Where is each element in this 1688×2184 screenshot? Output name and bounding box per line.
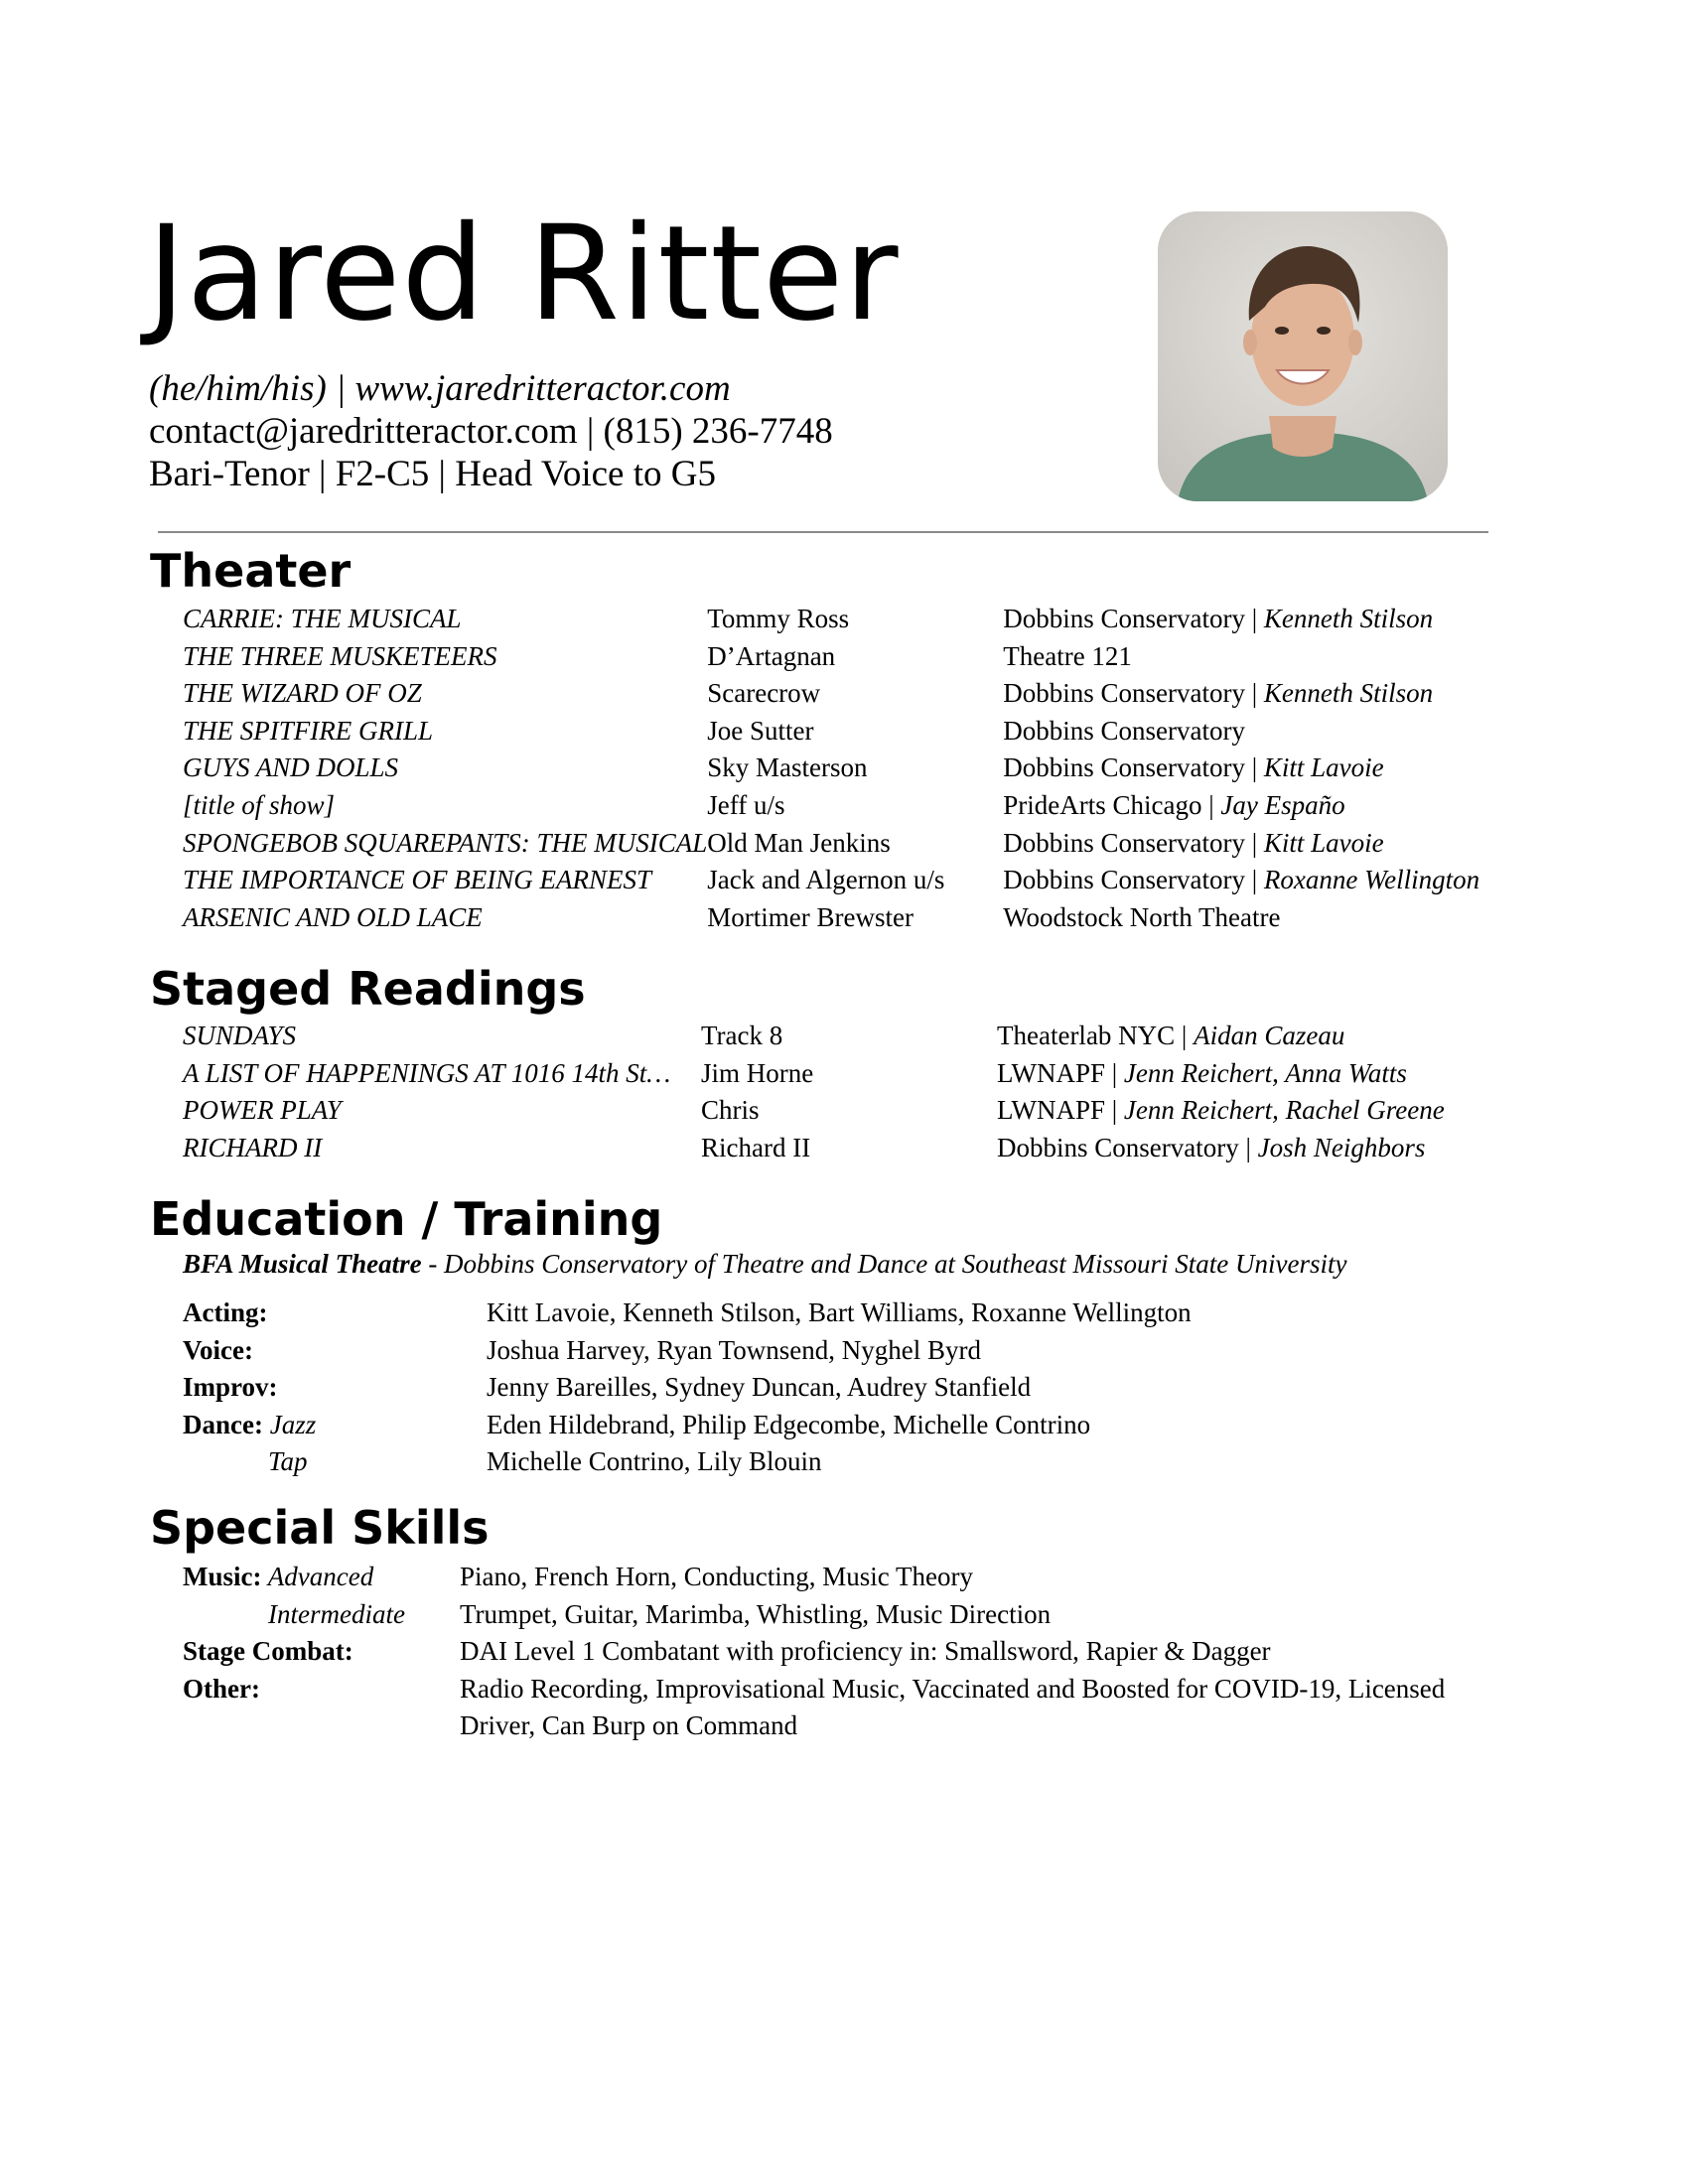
detail-row: [183, 1369, 1192, 1407]
venue-name: LWNAPF |: [997, 1095, 1124, 1126]
venue-cell: [997, 1130, 1445, 1167]
venue-cell: [1003, 825, 1479, 863]
venue-name: Dobbins Conservatory |: [1003, 604, 1264, 633]
actor-name: Jared Ritter: [147, 198, 900, 350]
phone-number: (815) 236-7748: [603, 411, 833, 452]
row-detail: Eden Hildebrand, Philip Edgecombe, Michelle Contrino: [487, 1409, 1091, 1439]
contact-block: [149, 367, 833, 495]
venue-cell: [1003, 899, 1479, 937]
credit-row: [183, 787, 1479, 825]
label-cell: [183, 1443, 487, 1481]
role-name: Scarecrow: [707, 678, 821, 709]
show-title: CARRIE: THE MUSICAL: [183, 604, 462, 633]
label-cell: [183, 1332, 487, 1370]
row-sublabel: Tap: [268, 1446, 308, 1477]
director-name: Jay Españo: [1220, 789, 1345, 820]
credit-row: [183, 1130, 1445, 1167]
pronouns: (he/him/his): [149, 368, 327, 409]
label-cell: [183, 1407, 487, 1444]
credit-row: [183, 713, 1479, 751]
venue-cell: [1003, 862, 1479, 899]
show-title: POWER PLAY: [183, 1095, 342, 1126]
venue-cell: [1003, 638, 1479, 676]
detail-row: [183, 1596, 1445, 1634]
row-detail: Radio Recording, Improvisational Music, Vaccinated and Boosted for COVID-19, Licensed: [460, 1673, 1446, 1704]
email-phone-line: [149, 410, 833, 453]
credit-row: [183, 862, 1479, 899]
director-name: Kenneth Stilson: [1263, 678, 1434, 709]
row-sublabel: Advanced: [261, 1562, 374, 1591]
venue-name: Woodstock North Theatre: [1003, 901, 1281, 932]
credit-row: [183, 899, 1479, 937]
website-link[interactable]: www.jaredritteractor.com: [354, 368, 731, 409]
director-name: Kitt Lavoie: [1263, 752, 1384, 783]
separator: |: [429, 454, 456, 494]
row-detail: Driver, Can Burp on Command: [460, 1710, 798, 1741]
separator: |: [309, 454, 336, 494]
role-name: Jim Horne: [701, 1057, 814, 1088]
staged-readings-table: [183, 1018, 1445, 1166]
separator: |: [326, 368, 355, 409]
venue-name: Dobbins Conservatory: [1003, 715, 1245, 746]
label-cell: [183, 1707, 460, 1745]
row-label: Other:: [183, 1673, 260, 1704]
role-name: Jack and Algernon u/s: [707, 865, 945, 895]
row-sublabel: Jazz: [262, 1409, 317, 1439]
venue-cell: [997, 1055, 1445, 1093]
headshot-image: [1158, 211, 1448, 501]
director-name: Josh Neighbors: [1257, 1132, 1426, 1162]
detail-row: [183, 1633, 1445, 1671]
separator: |: [577, 411, 604, 452]
training-table: [183, 1295, 1192, 1481]
director-name: Roxanne Wellington: [1263, 865, 1480, 895]
label-cell: [183, 1559, 460, 1596]
detail-row: [183, 1407, 1192, 1444]
row-detail: Michelle Contrino, Lily Blouin: [487, 1446, 822, 1477]
email-link[interactable]: contact@jaredritteractor.com: [149, 411, 578, 452]
director-name: Jenn Reichert, Anna Watts: [1123, 1057, 1407, 1088]
director-name: Jenn Reichert, Rachel Greene: [1123, 1095, 1445, 1126]
show-title: A LIST OF HAPPENINGS AT 1016 14th St…: [183, 1057, 671, 1088]
venue-name: LWNAPF |: [997, 1057, 1124, 1088]
label-cell: [183, 1596, 460, 1634]
venue-cell: [1003, 601, 1479, 638]
row-label: Music:: [183, 1562, 262, 1591]
venue-name: Dobbins Conservatory |: [1003, 678, 1264, 709]
row-label: Stage Combat:: [183, 1636, 353, 1667]
role-name: Mortimer Brewster: [707, 901, 914, 932]
education-heading: Education / Training: [150, 1192, 663, 1246]
header-divider: [158, 531, 1488, 533]
headshot-photo: [1158, 211, 1448, 501]
venue-name: Dobbins Conservatory |: [1003, 752, 1264, 783]
detail-row: [183, 1332, 1192, 1370]
row-label: Improv:: [183, 1372, 278, 1403]
label-cell: [183, 1369, 487, 1407]
credit-row: [183, 1055, 1445, 1093]
show-title: GUYS AND DOLLS: [183, 752, 399, 783]
venue-name: Dobbins Conservatory |: [997, 1132, 1258, 1162]
director-name: Aidan Cazeau: [1194, 1021, 1345, 1050]
role-name: Tommy Ross: [707, 604, 850, 633]
role-name: Jeff u/s: [707, 789, 785, 820]
row-label: Acting:: [183, 1297, 268, 1327]
venue-name: Dobbins Conservatory |: [1003, 865, 1264, 895]
role-name: Old Man Jenkins: [707, 827, 891, 858]
voice-line: [149, 453, 833, 495]
venue-cell: [997, 1018, 1445, 1055]
staged-readings-heading: Staged Readings: [150, 962, 586, 1016]
venue-cell: [1003, 750, 1479, 787]
director-name: Kitt Lavoie: [1263, 827, 1384, 858]
role-name: Track 8: [701, 1021, 783, 1050]
show-title: [title of show]: [183, 789, 336, 820]
label-cell: [183, 1633, 460, 1671]
venue-name: Dobbins Conservatory |: [1003, 827, 1264, 858]
show-title: THE THREE MUSKETEERS: [183, 640, 497, 671]
show-title: RICHARD II: [183, 1132, 323, 1162]
row-detail: Joshua Harvey, Ryan Townsend, Nyghel Byrd: [487, 1334, 981, 1365]
pronouns-line: [149, 367, 833, 410]
venue-name: PrideArts Chicago |: [1003, 789, 1221, 820]
credit-row: [183, 1018, 1445, 1055]
row-detail: Piano, French Horn, Conducting, Music Theory: [460, 1562, 973, 1591]
role-name: Chris: [701, 1095, 760, 1126]
degree-line: [183, 1249, 1346, 1280]
venue-cell: [1003, 675, 1479, 713]
director-name: Kenneth Stilson: [1263, 604, 1434, 633]
credit-row: [183, 825, 1479, 863]
head-voice: Head Voice to G5: [455, 454, 716, 494]
role-name: Richard II: [701, 1132, 811, 1162]
row-detail: Jenny Bareilles, Sydney Duncan, Audrey Stanfield: [487, 1372, 1032, 1403]
special-skills-heading: Special Skills: [150, 1501, 490, 1555]
theater-heading: Theater: [150, 544, 352, 598]
vocal-range: F2-C5: [335, 454, 430, 494]
show-title: THE WIZARD OF OZ: [183, 678, 422, 709]
credit-row: [183, 1092, 1445, 1130]
degree-school: - Dobbins Conservatory of Theatre and Dance at Southeast Missouri State University: [421, 1249, 1347, 1279]
credit-row: [183, 750, 1479, 787]
show-title: THE IMPORTANCE OF BEING EARNEST: [183, 865, 651, 895]
venue-cell: [1003, 787, 1479, 825]
detail-row: [183, 1707, 1445, 1745]
detail-row: [183, 1443, 1192, 1481]
special-skills-table: [183, 1559, 1445, 1745]
venue-name: Theaterlab NYC |: [997, 1021, 1195, 1050]
theater-credits-table: [183, 601, 1479, 936]
row-detail: DAI Level 1 Combatant with proficiency in: Smallsword, Rapier & Dagger: [460, 1636, 1271, 1667]
venue-cell: [1003, 713, 1479, 751]
detail-row: [183, 1559, 1445, 1596]
role-name: Joe Sutter: [707, 715, 814, 746]
row-detail: Kitt Lavoie, Kenneth Stilson, Bart Williams, Roxanne Wellington: [487, 1297, 1192, 1327]
show-title: SUNDAYS: [183, 1021, 297, 1050]
show-title: SPONGEBOB SQUAREPANTS: THE MUSICAL: [183, 827, 708, 858]
detail-row: [183, 1295, 1192, 1332]
label-cell: [183, 1295, 487, 1332]
role-name: D’Artagnan: [707, 640, 836, 671]
credit-row: [183, 638, 1479, 676]
row-label: Dance:: [183, 1409, 263, 1439]
venue-name: Theatre 121: [1003, 640, 1132, 671]
detail-row: [183, 1671, 1445, 1708]
show-title: ARSENIC AND OLD LACE: [183, 901, 483, 932]
show-title: THE SPITFIRE GRILL: [183, 715, 433, 746]
row-label: Voice:: [183, 1334, 253, 1365]
venue-cell: [997, 1092, 1445, 1130]
voice-type: Bari-Tenor: [149, 454, 310, 494]
label-cell: [183, 1671, 460, 1708]
row-sublabel: Intermediate: [268, 1598, 405, 1629]
credit-row: [183, 675, 1479, 713]
degree-title: BFA Musical Theatre: [183, 1249, 422, 1279]
row-detail: Trumpet, Guitar, Marimba, Whistling, Music Direction: [460, 1598, 1052, 1629]
role-name: Sky Masterson: [707, 752, 868, 783]
credit-row: [183, 601, 1479, 638]
